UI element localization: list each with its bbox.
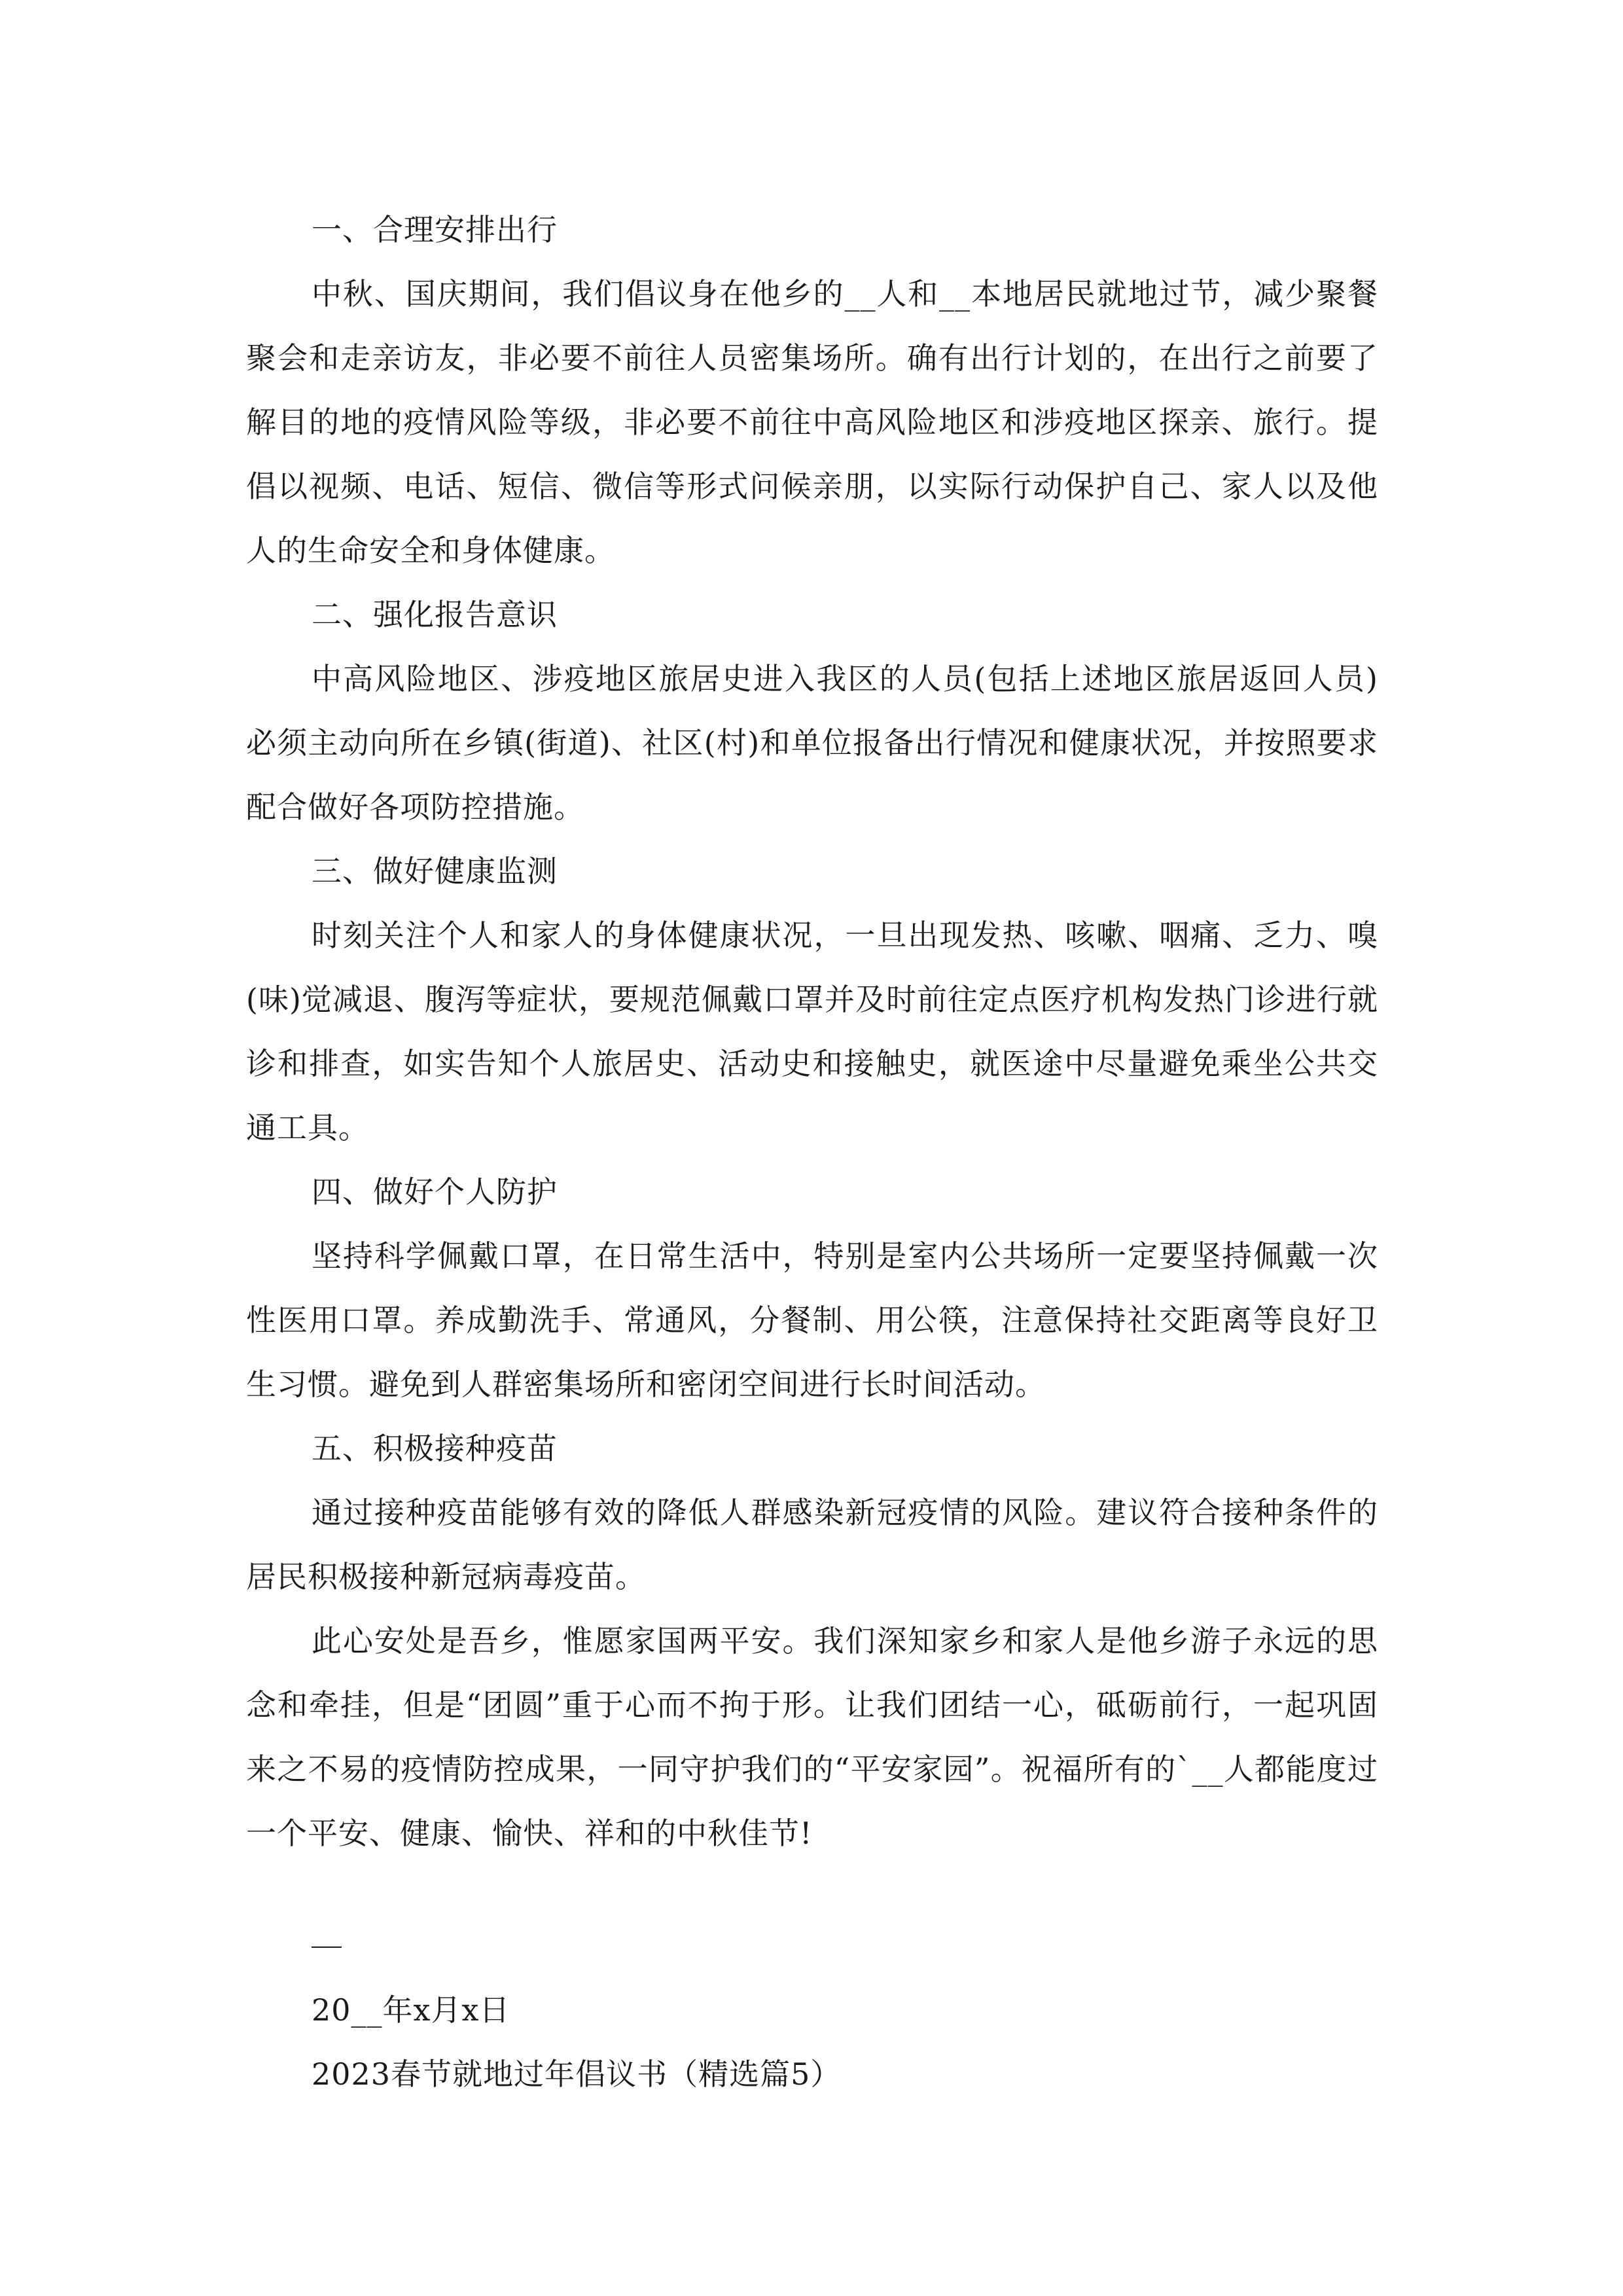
section-heading-1: 一、合理安排出行 [312,212,558,247]
next-document-title: 2023春节就地过年倡议书（精选篇5） [312,2056,842,2092]
signature-blank-line [312,1914,1378,1978]
section-heading-3: 三、做好健康监测 [312,853,558,889]
section-body-4: 坚持科学佩戴口罩，在日常生活中，特别是室内公共场所一定要坚持佩戴一次性医用口罩。养成勤洗手、常通风，分餐制、用公筷，注意保持社交距离等良好卫生习惯。避免到人群密集场所和密闭空间进行长时间活动。 [246,1238,1378,1402]
date-line: 20__年x月x日 [312,1992,510,2028]
section-body-3: 时刻关注个人和家人的身体健康状况，一旦出现发热、咳嗽、咽痛、乏力、嗅(味)觉减退、腹泻等症状，要规范佩戴口罩并及时前往定点医疗机构发热门诊进行就诊和排查，如实告知个人旅居史、活动史和接触史，就医途中尽量避免乘坐公共交通工具。 [246,918,1378,1145]
section-body-5: 通过接种疫苗能够有效的降低人群感染新冠疫情的风险。建议符合接种条件的居民积极接种新冠病毒疫苗。 [246,1495,1378,1594]
section-body-1: 中秋、国庆期间，我们倡议身在他乡的__人和__本地居民就地过节，减少聚餐聚会和走亲访友，非必要不前往人员密集场所。确有出行计划的，在出行之前要了解目的地的疫情风险等级，非必要不前往中高风险地区和涉疫地区探亲、旅行。提倡以视频、电话、短信、微信等形式问候亲朋，以实际行动保护自己、家人以及他人的生命安全和身体健康。 [246,276,1378,568]
section-heading-5: 五、积极接种疫苗 [312,1431,558,1466]
section-heading-2: 二、强化报告意识 [312,597,558,632]
section-body-2: 中高风险地区、涉疫地区旅居史进入我区的人员(包括上述地区旅居返回人员)必须主动向所在乡镇(街道)、社区(村)和单位报备出行情况和健康状况，并按照要求配合做好各项防控措施。 [246,661,1378,825]
closing-paragraph: 此心安处是吾乡，惟愿家国两平安。我们深知家乡和家人是他乡游子永远的思念和牵挂，但是“团圆”重于心而不拘于形。让我们团结一心，砥砺前行，一起巩固来之不易的疫情防控成果，一同守护我们的“平安家园”。祝福所有的`__人都能度过一个平安、健康、愉快、祥和的中秋佳节! [246,1623,1378,1851]
document-body [246,198,1378,2106]
section-heading-4: 四、做好个人防护 [312,1174,558,1210]
